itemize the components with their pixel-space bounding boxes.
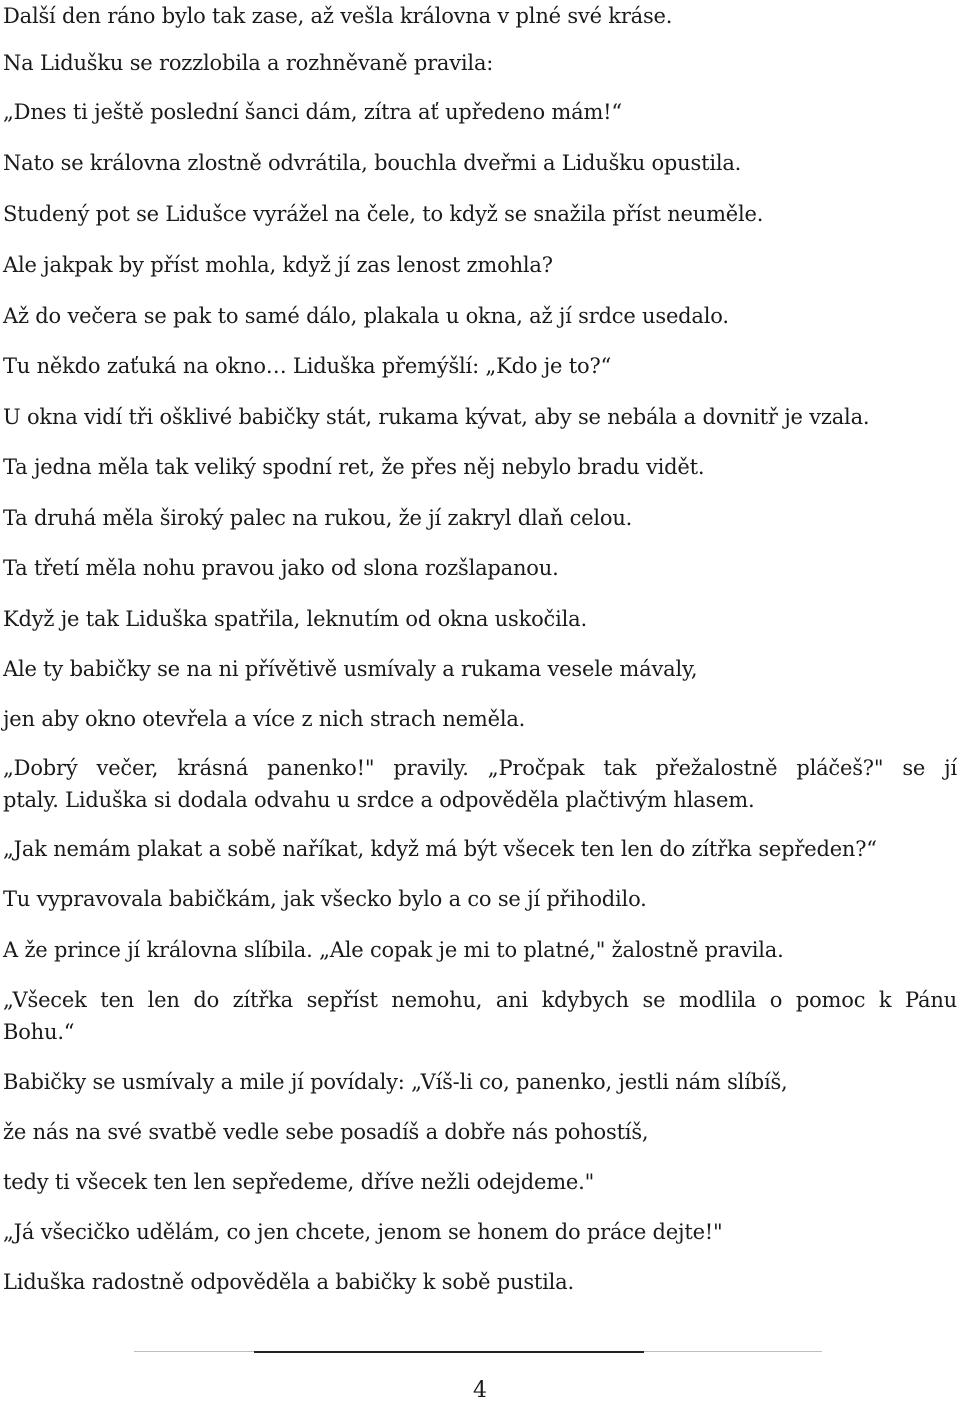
text-line: Ta třetí měla nohu pravou jako od slona rozšlapanou. — [3, 556, 559, 580]
text-line: Liduška radostně odpověděla a babičky k sobě pustila. — [3, 1270, 574, 1294]
text-line: „Jak nemám plakat a sobě naříkat, když má být všecek ten len do zítřka sepředen?“ — [3, 837, 877, 861]
text-line: Ale jakpak by příst mohla, když jí zas lenost zmohla? — [3, 253, 553, 277]
text-line: Až do večera se pak to samé dálo, plakala u okna, až jí srdce usedalo. — [3, 304, 729, 328]
text-line: Tu někdo zaťuká na okno… Liduška přemýšlí: „Kdo je to?“ — [3, 354, 612, 378]
text-line: Studený pot se Lidušce vyrážel na čele, to když se snažila příst neuměle. — [3, 202, 764, 226]
page-number: 4 — [473, 1378, 487, 1403]
text-line: ptaly. Liduška si dodala odvahu u srdce a odpověděla plačtivým hlasem. — [3, 788, 755, 812]
text-line: Ta druhá měla široký palec na rukou, že jí zakryl dlaň celou. — [3, 506, 633, 530]
text-line: Další den ráno bylo tak zase, až vešla královna v plné své kráse. — [3, 4, 673, 28]
text-line: Babičky se usmívaly a mile jí povídaly: „Víš-li co, panenko, jestli nám slíbíš, — [3, 1070, 788, 1094]
text-line: tedy ti všecek ten len sepředeme, dříve nežli odejdeme." — [3, 1170, 595, 1194]
text-line: Bohu.“ — [3, 1020, 75, 1044]
text-line: Na Lidušku se rozzlobila a rozhněvaně pravila: — [3, 51, 494, 75]
text-line: Ale ty babičky se na ni přívětivě usmívaly a rukama vesele mávaly, — [3, 657, 698, 681]
text-line: Nato se královna zlostně odvrátila, bouchla dveřmi a Lidušku opustila. — [3, 151, 742, 175]
text-line: Ta jedna měla tak veliký spodní ret, že přes něj nebylo bradu vidět. — [3, 455, 705, 479]
text-line: „Dnes ti ještě poslední šanci dám, zítra ať upředeno mám!“ — [3, 100, 622, 124]
text-line: „Dobrý večer, krásná panenko!" pravily. „Pročpak tak přežalostně pláčeš?" se jí — [3, 756, 957, 780]
text-line: jen aby okno otevřela a více z nich strach neměla. — [3, 707, 526, 731]
text-line: U okna vidí tři ošklivé babičky stát, rukama kývat, aby se nebála a dovnitř je vzala. — [3, 405, 870, 429]
text-line: že nás na své svatbě vedle sebe posadíš a dobře nás pohostíš, — [3, 1120, 649, 1144]
text-line: „Já všecičko udělám, co jen chcete, jenom se honem do práce dejte!" — [3, 1220, 723, 1244]
text-line: „Všecek ten len do zítřka sepříst nemohu, ani kdybych se modlila o pomoc k Pánu — [3, 988, 957, 1012]
text-line: A že prince jí královna slíbila. „Ale copak je mi to platné," žalostně pravila. — [3, 938, 784, 962]
text-line: Když je tak Liduška spatřila, leknutím od okna uskočila. — [3, 607, 587, 631]
footer-divider-accent — [254, 1351, 644, 1353]
text-line: Tu vypravovala babičkám, jak všecko bylo a co se jí přihodilo. — [3, 887, 647, 911]
